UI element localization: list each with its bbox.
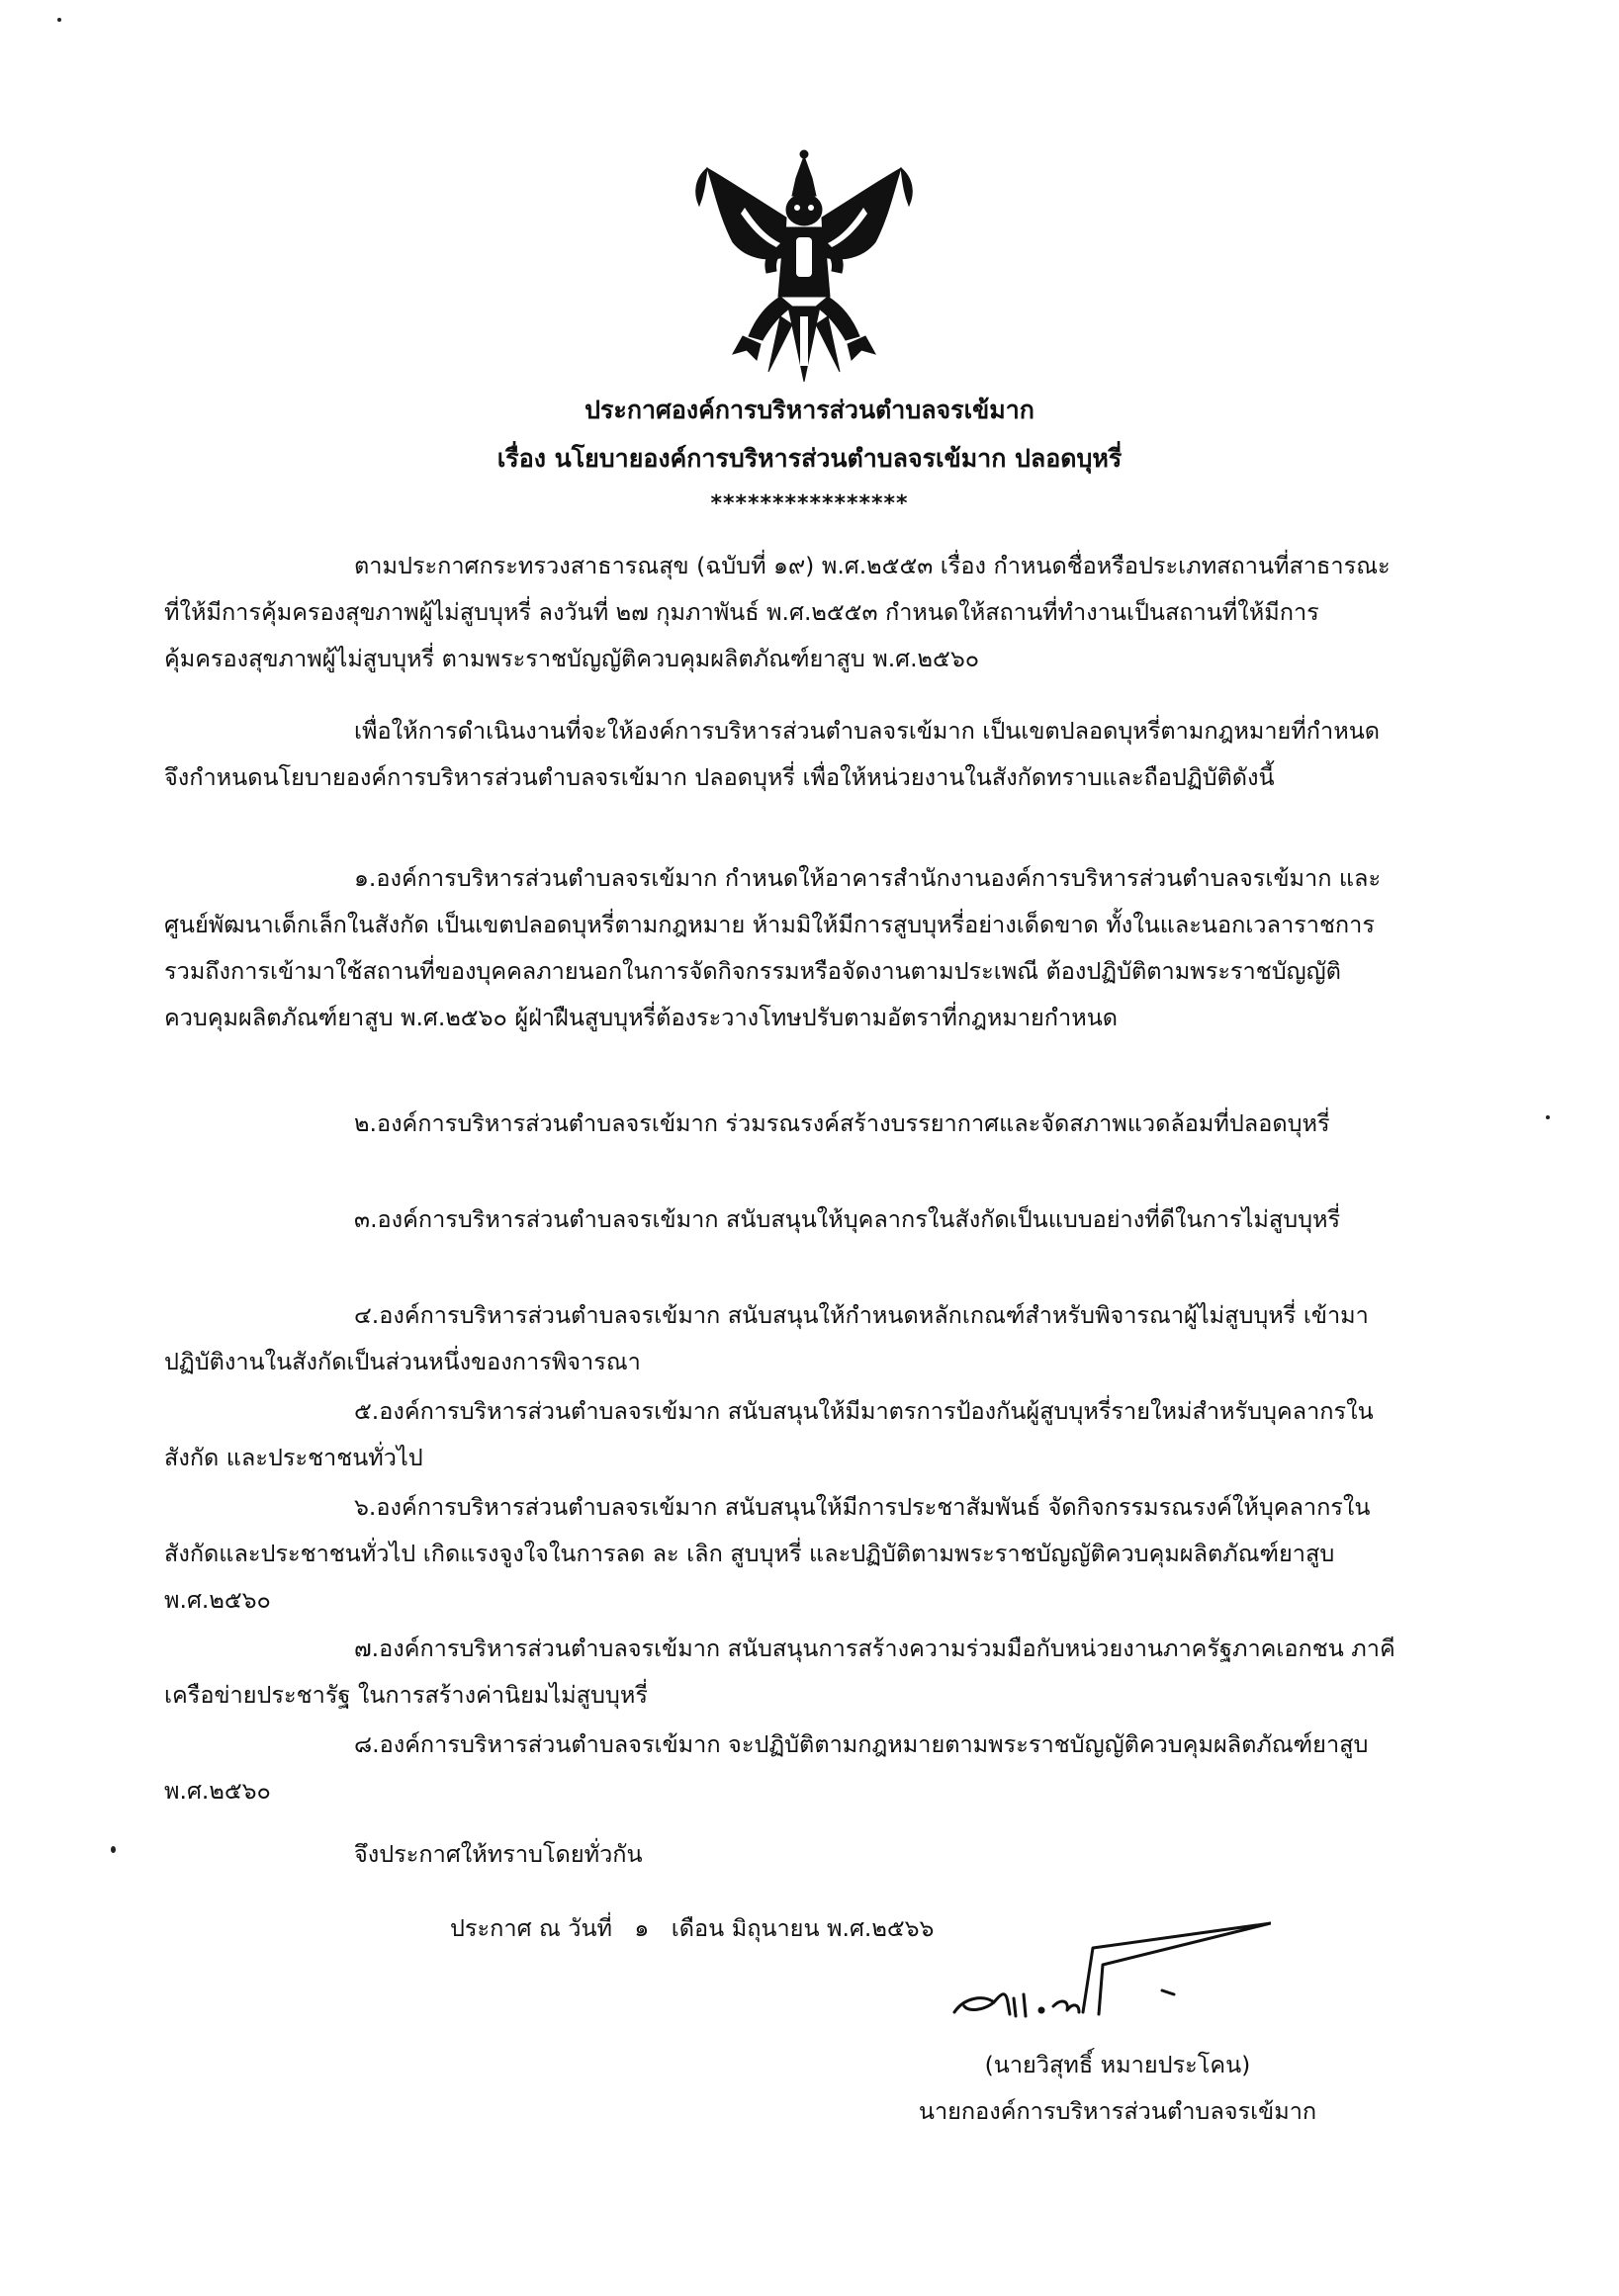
date-month-year: เดือน มิถุนายน พ.ศ.๒๕๖๖	[671, 1914, 935, 1942]
policy-item-8	[164, 1722, 1400, 1814]
scan-speck	[1546, 1115, 1550, 1119]
announcement-date	[450, 1905, 934, 1952]
scan-speck	[57, 18, 61, 22]
intro-paragraph-1-text: ตามประกาศกระทรวงสาธารณสุข (ฉบับที่ ๑๙) พ.ศ.๒๕๕๓ เรื่อง กำหนดชื่อหรือประเภทสถานที่สาธารณะที่ให้มีการคุ้มครองสุขภาพผู้ไม่สูบบุหรี่ ลงวันที่ ๒๗ กุมภาพันธ์ พ.ศ.๒๕๕๓ กำหนดให้สถานที่ทำงานเป็นสถานที่ให้มีการคุ้มครองสุขภาพผู้ไม่สูบบุหรี่ ตามพระราชบัญญัติควบคุมผลิตภัณฑ์ยาสูบ พ.ศ.๒๕๖๐	[164, 552, 1391, 672]
signatory-title: นายกองค์การบริหารส่วนตำบลจรเข้มาก	[918, 2097, 1317, 2125]
intro-paragraph-2	[164, 708, 1400, 801]
closing-statement	[164, 1831, 1400, 1878]
policy-item-text: ๓.องค์การบริหารส่วนตำบลจรเข้มาก สนับสนุนให้บุคลากรในสังกัดเป็นแบบอย่างที่ดีในการไม่สูบบุหรี่	[354, 1205, 1341, 1233]
policy-item-text: ๕.องค์การบริหารส่วนตำบลจรเข้มาก สนับสนุนให้มีมาตรการป้องกันผู้สูบบุหรี่รายใหม่สำหรับบุคลากรในสังกัด และประชาชนทั่วไป	[164, 1397, 1374, 1471]
announcement-subject: เรื่อง นโยบายองค์การบริหารส่วนตำบลจรเข้มาก ปลอดบุหรี่	[496, 444, 1123, 473]
garuda-emblem	[685, 148, 923, 386]
scan-speck	[111, 1846, 116, 1853]
policy-item-text: ๘.องค์การบริหารส่วนตำบลจรเข้มาก จะปฏิบัติตามกฎหมายตามพระราชบัญญัติควบคุมผลิตภัณฑ์ยาสูบ พ.ศ.๒๕๖๐	[164, 1730, 1369, 1805]
policy-item-text: ๑.องค์การบริหารส่วนตำบลจรเข้มาก กำหนดให้อาคารสำนักงานองค์การบริหารส่วนตำบลจรเข้มาก และศูนย์พัฒนาเด็กเล็กในสังกัด เป็นเขตปลอดบุหรี่ตามกฎหมาย ห้ามมิให้มีการสูบบุหรี่อย่างเด็ดขาด ทั้งในและนอกเวลาราชการ รวมถึงการเข้ามาใช้สถานที่ของบุคคลภายนอกในการจัดกิจกรรมหรือจัดงานตามประเพณี ต้องปฏิบัติตามพระราชบัญญัติควบคุมผลิตภัณฑ์ยาสูบ พ.ศ.๒๕๖๐ ผู้ฝ่าฝืนสูบบุหรี่ต้องระวางโทษปรับตามอัตราที่กฎหมายกำหนด	[164, 864, 1382, 1031]
date-label: ประกาศ ณ วันที่	[450, 1914, 612, 1942]
policy-item-text: ๔.องค์การบริหารส่วนตำบลจรเข้มาก สนับสนุนให้กำหนดหลักเกณฑ์สำหรับพิจารณาผู้ไม่สูบบุหรี่ เข้ามาปฏิบัติงานในสังกัดเป็นส่วนหนึ่งของการพิจารณา	[164, 1301, 1369, 1375]
policy-item-text: ๗.องค์การบริหารส่วนตำบลจรเข้มาก สนับสนุนการสร้างความร่วมมือกับหน่วยงานภาครัฐภาคเอกชน ภาคีเครือข่ายประชารัฐ ในการสร้างค่านิยมไม่สูบบุหรี่	[164, 1634, 1395, 1709]
policy-item-4	[164, 1292, 1400, 1385]
intro-paragraph-2-text: เพื่อให้การดำเนินงานที่จะให้องค์การบริหารส่วนตำบลจรเข้มาก เป็นเขตปลอดบุหรี่ตามกฎหมายที่กำหนด จึงกำหนดนโยบายองค์การบริหารส่วนตำบลจรเข้มาก ปลอดบุหรี่ เพื่อให้หน่วยงานในสังกัดทราบและถือปฏิบัติดังนี้	[164, 717, 1381, 791]
policy-item-1	[164, 855, 1400, 1041]
intro-paragraph-1	[164, 543, 1400, 682]
handwritten-signature	[925, 1903, 1271, 2032]
policy-item-5	[164, 1388, 1400, 1481]
closing-statement-text: จึงประกาศให้ทราบโดยทั่วกัน	[354, 1840, 643, 1868]
policy-item-text: ๒.องค์การบริหารส่วนตำบลจรเข้มาก ร่วมรณรงค์สร้างบรรยากาศและจัดสภาพแวดล้อมที่ปลอดบุหรี่	[354, 1109, 1330, 1137]
signatory-name: (นายวิสุทธิ์ หมายประโคน)	[984, 2051, 1251, 2078]
policy-item-2	[164, 1101, 1400, 1147]
announcement-title: ประกาศองค์การบริหารส่วนตำบลจรเข้มาก	[585, 396, 1034, 424]
policy-item-3	[164, 1196, 1400, 1243]
policy-item-text: ๖.องค์การบริหารส่วนตำบลจรเข้มาก สนับสนุนให้มีการประชาสัมพันธ์ จัดกิจกรรมรณรงค์ให้บุคลากรในสังกัดและประชาชนทั่วไป เกิดแรงจูงใจในการลด ละ เลิก สูบบุหรี่ และปฏิบัติตามพระราชบัญญัติควบคุมผลิตภัณฑ์ยาสูบ พ.ศ.๒๕๖๐	[164, 1493, 1371, 1614]
policy-item-7	[164, 1626, 1400, 1719]
title-separator: ****************	[710, 491, 909, 516]
policy-item-6	[164, 1484, 1400, 1624]
date-day: ๑	[634, 1914, 650, 1942]
